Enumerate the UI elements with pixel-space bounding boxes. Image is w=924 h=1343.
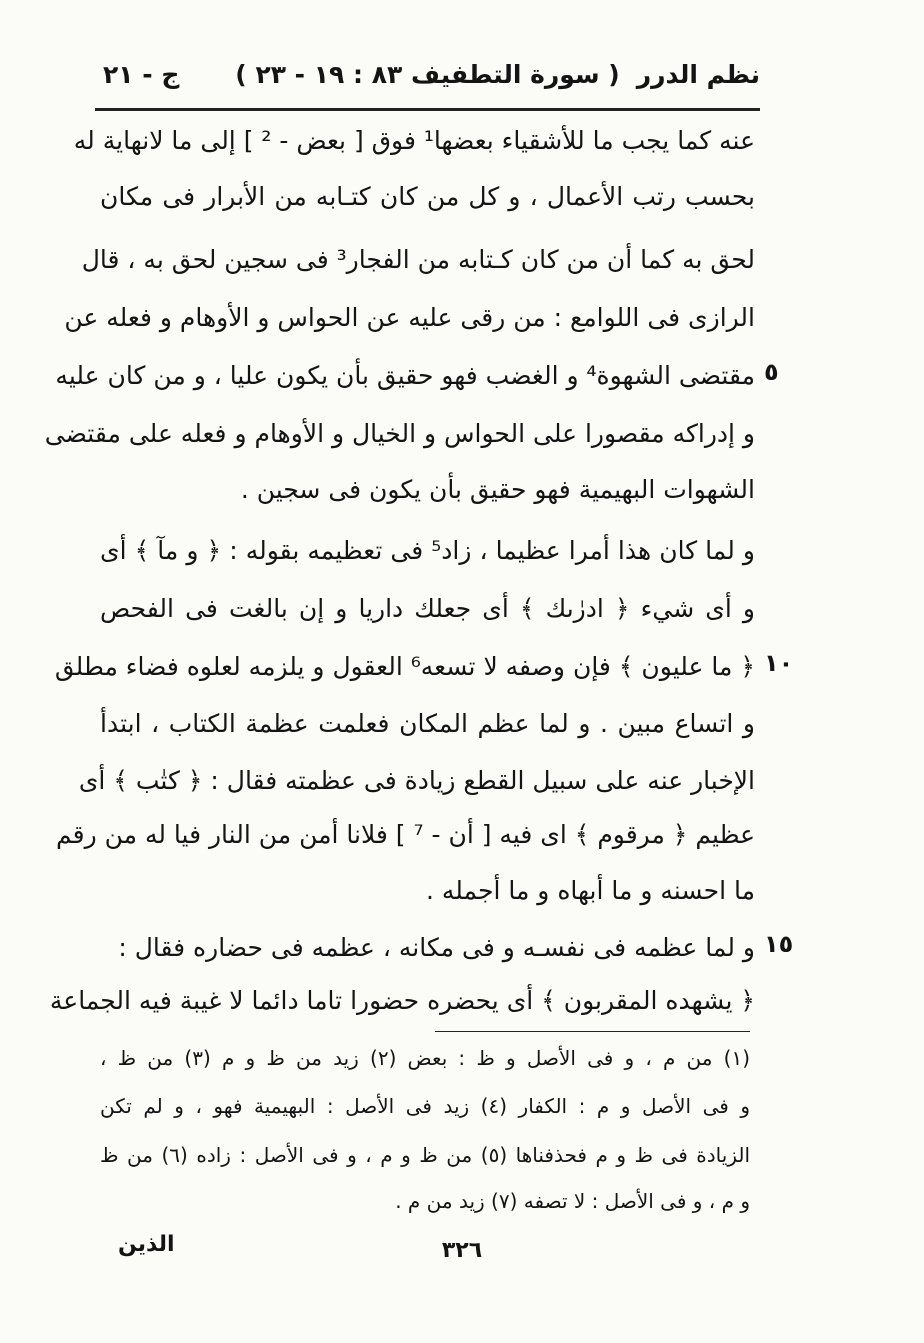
header-volume: ج - ٢١ [103, 60, 180, 89]
line-number-10: ١٠ [764, 649, 794, 677]
text-line: لحق به كما أن من كان كـتابه من الفجار³ فى سجين لحق به ، قال [81, 245, 755, 274]
header-surah-reference: ( سورة التطفيف ٨٣ : ١٩ - ٢٣ ) [235, 60, 620, 89]
line-number-5: ٥ [764, 358, 779, 386]
text-line: الإخبار عنه على سبيل القطع زيادة فى عظمته فقال : ﴿ كتٰب ﴾ أى [78, 766, 755, 795]
footnote-rule [435, 1031, 750, 1032]
text-line: و اتساع مبين . و لما عظم المكان فعلمت عظمة الكتاب ، ابتدأ [100, 709, 755, 738]
footnote-line: (١) من م ، و فى الأصل و ظ : بعض (٢) زيد من ظ و م (٣) من ظ ، [100, 1046, 750, 1070]
page-number: ٣٢٦ [441, 1238, 483, 1263]
text-line: ﴿ ما عليون ﴾ فإن وصفه لا تسعه⁶ العقول و يلزمه لعلوه فضاء مطلق [54, 652, 755, 681]
header-book-title: نظم الدرر [636, 60, 760, 89]
text-line: ما احسنه و ما أبهاه و ما أجمله . [425, 876, 755, 905]
running-header [95, 50, 760, 100]
text-line: عظيم ﴿ مرقوم ﴾ اى فيه [ أن - ⁷ ] فلانا أمن من النار فيا له من رقم [55, 820, 755, 849]
text-line: مقتضى الشهوة⁴ و الغضب فهو حقيق بأن يكون عليا ، و من كان عليه [55, 361, 755, 390]
footnote-line: الزيادة فى ظ و م فحذفناها (٥) من ظ و م ، و فى الأصل : زاده (٦) من ظ [100, 1143, 751, 1167]
text-line: و لما كان هذا أمرا عظيما ، زاد⁵ فى تعظيمه بقوله : ﴿ و مآ ﴾ أى [100, 536, 756, 565]
text-line: و إدراكه مقصورا على الحواس و الخيال و الأوهام و فعله على مقتضى [44, 419, 755, 448]
catchword: الذين [118, 1232, 175, 1257]
text-line: الرازى فى اللوامع : من رقى عليه عن الحواس و الأوهام و فعله عن [64, 303, 755, 332]
text-line: عنه كما يجب ما للأشقياء بعضها¹ فوق [ بعض - ² ] إلى ما لانهاية له [73, 126, 755, 155]
text-line: ﴿ يشهده المقربون ﴾ أى يحضره حضورا تاما دائما لا غيبة فيه الجماعة [49, 986, 755, 1015]
footnote-line: و فى الأصل و م : الكفار (٤) زيد فى الأصل : البهيمية فهو ، و لم تكن [100, 1094, 750, 1118]
line-number-15: ١٥ [764, 930, 794, 958]
header-rule [95, 108, 760, 111]
text-line: و أى شيء ﴿ ادرٰىك ﴾ أى جعلك داريا و إن بالغت فى الفحص [100, 594, 755, 623]
footnote-line: و م ، و فى الأصل : لا تصفه (٧) زيد من م . [395, 1189, 750, 1213]
text-line: الشهوات البهيمية فهو حقيق بأن يكون فى سجين . [240, 475, 755, 504]
text-line: بحسب رتب الأعمال ، و كل من كان كتـابه من الأبرار فى مكان [100, 182, 755, 211]
text-line: و لما عظمه فى نفسـه و فى مكانه ، عظمه فى حضاره فقال : [118, 933, 755, 962]
